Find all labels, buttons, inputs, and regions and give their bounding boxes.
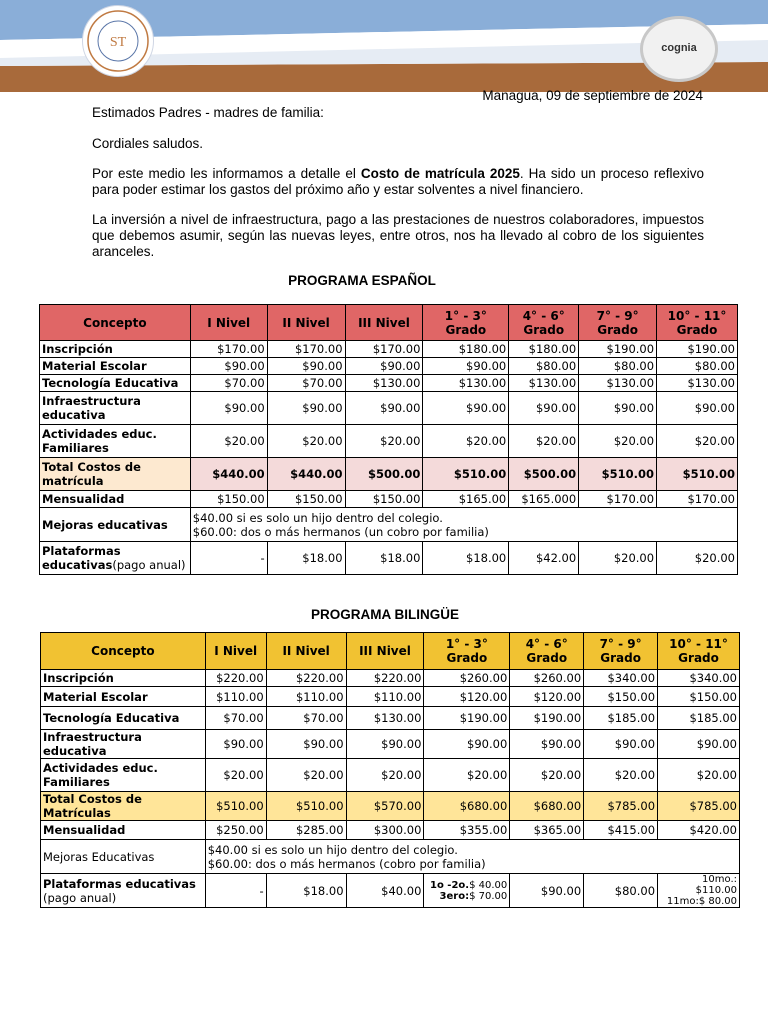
col-header: III Nivel: [346, 633, 424, 670]
cell: $120.00: [510, 687, 584, 707]
p1-text-end: . Ha sido un proceso reflexivo para poder estimar los gastos del próximo año y estar solventes a nivel financiero.: [92, 166, 705, 197]
cell: $90.00: [190, 358, 267, 375]
cell: $150.00: [658, 687, 740, 707]
cell: $90.00: [266, 730, 346, 759]
cell: -: [205, 874, 266, 908]
cell: $170.00: [267, 341, 345, 358]
cell: $170.00: [190, 341, 267, 358]
table-programa-bilingue: [40, 632, 740, 908]
table-row: [41, 840, 740, 874]
cognia-accreditation-seal: [640, 16, 718, 82]
col-header: 4° - 6° Grado: [510, 633, 584, 670]
cell-line: 11mo:$ 80.00: [666, 896, 737, 907]
mejoras-line-1: $40.00 si es solo un hijo dentro del colegio.: [207, 842, 458, 857]
table-row: [40, 358, 738, 375]
table-row: [40, 375, 738, 392]
cell: $70.00: [190, 375, 267, 392]
header-row: [40, 305, 738, 341]
col-header: I Nivel: [205, 633, 266, 670]
cell: $190.00: [510, 707, 584, 730]
row-label: Mejoras Educativas: [41, 840, 206, 874]
cell: $130.00: [346, 707, 424, 730]
cell: $130.00: [345, 375, 423, 392]
row-label: Material Escolar: [41, 687, 206, 707]
cell: $150.00: [584, 687, 658, 707]
cell: $130.00: [657, 375, 738, 392]
cell: $90.00: [579, 392, 657, 425]
table-row: [41, 730, 740, 759]
mejoras-note: [205, 840, 739, 874]
table-row: [41, 687, 740, 707]
cell: $185.00: [658, 707, 740, 730]
total-row: [40, 458, 738, 491]
cell: $110.00: [346, 687, 424, 707]
cell: $90.00: [205, 730, 266, 759]
cell: $20.00: [267, 425, 345, 458]
cell: $415.00: [584, 821, 658, 840]
cell: $20.00: [579, 425, 657, 458]
cell-line: [426, 891, 507, 902]
cell: $20.00: [657, 425, 738, 458]
table-row: [40, 392, 738, 425]
cell: $80.00: [584, 874, 658, 908]
p1-text-bold: Costo de matrícula 2025: [360, 166, 520, 181]
letterhead: [0, 0, 768, 92]
cell: $20.00: [424, 759, 510, 792]
mejoras-line-2: $60.00: dos o más hermanos (un cobro por familia): [192, 524, 489, 539]
cell: $90.00: [509, 392, 579, 425]
row-label: Actividades educ. Familiares: [40, 425, 191, 458]
cell: $20.00: [190, 425, 267, 458]
cell: $165.000: [509, 491, 579, 508]
cell: $40.00: [346, 874, 424, 908]
cell: $420.00: [658, 821, 740, 840]
letter-salutation: Estimados Padres - madres de familia:: [92, 105, 324, 120]
cell: $20.00: [423, 425, 509, 458]
cell: $500.00: [345, 458, 423, 491]
cell: $130.00: [579, 375, 657, 392]
section-title-espanol: PROGRAMA ESPAÑOL: [288, 273, 436, 288]
table-row: [41, 759, 740, 792]
cell: $90.00: [345, 392, 423, 425]
row-label-bold: Plataformas educativas: [43, 876, 196, 891]
table-row: [40, 425, 738, 458]
col-header: II Nivel: [267, 305, 345, 341]
svg-text:cognia: cognia: [661, 42, 697, 54]
cell: $500.00: [509, 458, 579, 491]
row-label: Infraestructura educativa: [40, 392, 191, 425]
cell: $170.00: [657, 491, 738, 508]
cell-line: 10mo.: $110.00: [695, 874, 737, 896]
table-row: [41, 874, 740, 908]
letter-paragraph-2: La inversión a nivel de infraestructura, pago a las prestaciones de nuestros colaboradores, impuestos que debemos asumir, según las nuevas leyes, entre otros, nos ha llevado al cobro de los siguientes aranceles.: [92, 212, 704, 259]
cell: $785.00: [658, 792, 740, 821]
cell: $130.00: [509, 375, 579, 392]
letter-paragraph-1: [92, 166, 704, 198]
cell: $300.00: [346, 821, 424, 840]
cell: $90.00: [346, 730, 424, 759]
cell: $20.00: [579, 542, 657, 575]
cell: $70.00: [267, 375, 345, 392]
col-header: 10° - 11° Grado: [657, 305, 738, 341]
col-header: 10° - 11° Grado: [658, 633, 740, 670]
cell: $180.00: [423, 341, 509, 358]
cell: $90.00: [423, 392, 509, 425]
cell: $80.00: [579, 358, 657, 375]
row-label: Mensualidad: [41, 821, 206, 840]
school-crest-logo: [82, 5, 154, 77]
table-row: [40, 491, 738, 508]
cell: $150.00: [190, 491, 267, 508]
cell: $340.00: [584, 670, 658, 687]
cell: $220.00: [346, 670, 424, 687]
cell: $80.00: [657, 358, 738, 375]
cell: $110.00: [266, 687, 346, 707]
col-header: 7° - 9° Grado: [579, 305, 657, 341]
cell: $18.00: [345, 542, 423, 575]
cell: $355.00: [424, 821, 510, 840]
table-programa-espanol: [39, 304, 738, 575]
cell: $70.00: [205, 707, 266, 730]
col-header: 4° - 6° Grado: [509, 305, 579, 341]
cell: $190.00: [579, 341, 657, 358]
cell: $365.00: [510, 821, 584, 840]
row-label: Tecnología Educativa: [40, 375, 191, 392]
cell: $20.00: [584, 759, 658, 792]
cell: $510.00: [423, 458, 509, 491]
col-header: 7° - 9° Grado: [584, 633, 658, 670]
section-title-bilingue: PROGRAMA BILINGÜE: [311, 607, 459, 622]
cell: $90.00: [267, 358, 345, 375]
table-row: [41, 821, 740, 840]
cell: $70.00: [266, 707, 346, 730]
letter-date: Managua, 09 de septiembre de 2024: [482, 88, 703, 103]
cell-line: [426, 880, 507, 891]
cell: $90.00: [584, 730, 658, 759]
cell: $285.00: [266, 821, 346, 840]
row-label: Mensualidad: [40, 491, 191, 508]
cell: -: [190, 542, 267, 575]
row-label: Mejoras educativas: [40, 508, 191, 542]
cell: $220.00: [266, 670, 346, 687]
cell: $440.00: [267, 458, 345, 491]
cell: $90.00: [657, 392, 738, 425]
cell: $20.00: [658, 759, 740, 792]
col-header: Concepto: [40, 305, 191, 341]
grade-label: 3ero:: [439, 890, 470, 902]
cell: $170.00: [345, 341, 423, 358]
cell: $510.00: [657, 458, 738, 491]
row-label: Material Escolar: [40, 358, 191, 375]
table-row: [41, 670, 740, 687]
cell: $785.00: [584, 792, 658, 821]
cell: $20.00: [266, 759, 346, 792]
cell: $170.00: [579, 491, 657, 508]
row-label: Actividades educ. Familiares: [41, 759, 206, 792]
cell-grades-1-3: [424, 874, 510, 908]
grade-value: $ 70.00: [469, 890, 508, 902]
cell: $20.00: [510, 759, 584, 792]
mejoras-line-2: $60.00: dos o más hermanos (cobro por familia): [207, 856, 486, 871]
cell: $680.00: [510, 792, 584, 821]
row-label: [41, 874, 206, 908]
cell: $130.00: [423, 375, 509, 392]
table-row: [40, 542, 738, 575]
cell: $20.00: [345, 425, 423, 458]
cell: $510.00: [266, 792, 346, 821]
col-header: I Nivel: [190, 305, 267, 341]
grade-value: $ 40.00: [469, 879, 508, 891]
total-row: [41, 792, 740, 821]
row-label-note: (pago anual): [112, 558, 186, 572]
col-header: 1° - 3° Grado: [424, 633, 510, 670]
table-row: [41, 707, 740, 730]
cell: $20.00: [205, 759, 266, 792]
svg-text:ST: ST: [109, 35, 127, 50]
cell: $510.00: [579, 458, 657, 491]
cell: $260.00: [510, 670, 584, 687]
row-label: Tecnología Educativa: [41, 707, 206, 730]
cell: $20.00: [346, 759, 424, 792]
cell: $190.00: [657, 341, 738, 358]
cell: $90.00: [190, 392, 267, 425]
mejoras-note: [190, 508, 737, 542]
cell: $90.00: [510, 730, 584, 759]
cell: $18.00: [267, 542, 345, 575]
cell: $150.00: [345, 491, 423, 508]
cell: $150.00: [267, 491, 345, 508]
cell: $220.00: [205, 670, 266, 687]
col-header: Concepto: [41, 633, 206, 670]
row-label: [40, 542, 191, 575]
cell: $340.00: [658, 670, 740, 687]
cell: $190.00: [424, 707, 510, 730]
cell: $165.00: [423, 491, 509, 508]
cell: $570.00: [346, 792, 424, 821]
cell: $80.00: [509, 358, 579, 375]
cell: $20.00: [657, 542, 738, 575]
grade-label: 1o -2o.: [430, 879, 470, 891]
table-row: [40, 508, 738, 542]
cell: $120.00: [424, 687, 510, 707]
cell: $90.00: [424, 730, 510, 759]
cell: $250.00: [205, 821, 266, 840]
cell: $180.00: [509, 341, 579, 358]
col-header: II Nivel: [266, 633, 346, 670]
row-label: Infraestructura educativa: [41, 730, 206, 759]
col-header: III Nivel: [345, 305, 423, 341]
table-row: [40, 341, 738, 358]
col-header: 1° - 3° Grado: [423, 305, 509, 341]
cell-grades-10-11: [658, 874, 740, 908]
cell: $260.00: [424, 670, 510, 687]
cell: $20.00: [509, 425, 579, 458]
row-label: Inscripción: [40, 341, 191, 358]
cell: $510.00: [205, 792, 266, 821]
cell: $680.00: [424, 792, 510, 821]
row-label: Total Costos de Matrículas: [41, 792, 206, 821]
cell: $18.00: [266, 874, 346, 908]
row-label-note: (pago anual): [43, 890, 117, 905]
header-row: [41, 633, 740, 670]
cell: $90.00: [658, 730, 740, 759]
cell: $440.00: [190, 458, 267, 491]
cell: $110.00: [205, 687, 266, 707]
letter-greeting: Cordiales saludos.: [92, 136, 204, 151]
cell: $42.00: [509, 542, 579, 575]
cell: $90.00: [267, 392, 345, 425]
cell: $18.00: [423, 542, 509, 575]
cell: $90.00: [423, 358, 509, 375]
cell: $185.00: [584, 707, 658, 730]
mejoras-line-1: $40.00 si es solo un hijo dentro del colegio.: [192, 510, 443, 525]
cell: $90.00: [510, 874, 584, 908]
row-label: Inscripción: [41, 670, 206, 687]
cell: $90.00: [345, 358, 423, 375]
row-label: Total Costos de matrícula: [40, 458, 191, 491]
row-label-bold: Plataformas educativas: [42, 544, 121, 572]
p1-text-start: Por este medio les informamos a detalle el: [92, 166, 361, 181]
